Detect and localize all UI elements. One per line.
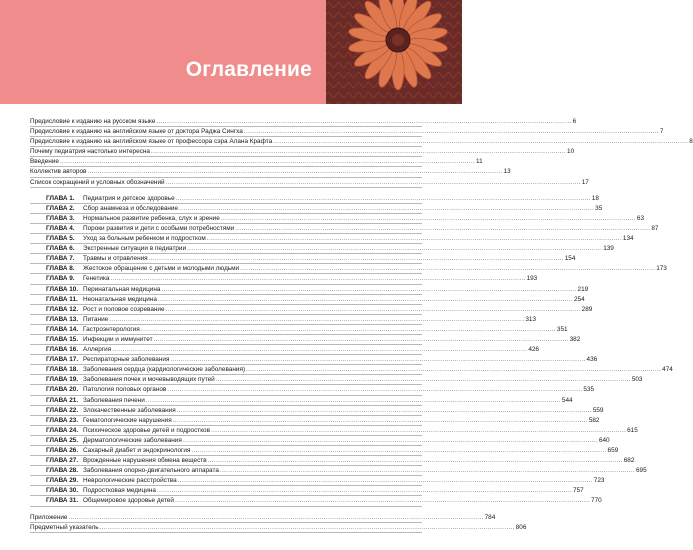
chapter-number: ГЛАВА 13. — [46, 315, 79, 323]
page-number: 474 — [662, 366, 673, 374]
chapter-title: Заболевания почек и мочевыводящих путей — [83, 376, 215, 384]
flower-illustration — [326, 0, 462, 104]
leader-dots: ........................................................................................................................................................................................................ — [220, 214, 636, 222]
chapter-number: ГЛАВА 12. — [46, 305, 79, 313]
front-matter-list — [30, 117, 693, 188]
chapter-row[interactable] — [30, 486, 584, 496]
chapter-number: ГЛАВА 27. — [46, 457, 79, 465]
chapter-heading — [46, 204, 178, 213]
page-number: 544 — [561, 396, 573, 404]
chapter-heading — [46, 456, 207, 465]
page-number: 382 — [569, 335, 581, 343]
leader-dots: ........................................................................................................................................................................................................ — [161, 285, 577, 293]
chapter-title: Жестокое обращение с детьми и молодыми людьми — [83, 265, 240, 273]
chapter-number: ГЛАВА 16. — [46, 346, 79, 354]
page-number: 87 — [651, 224, 659, 232]
chapter-title: Дерматологические заболевания — [83, 436, 182, 444]
chapter-heading — [46, 264, 239, 273]
page-number: 351 — [556, 325, 568, 333]
leader-dots: ........................................................................................................................................................................................................ — [177, 477, 593, 485]
leader-dots: ........................................................................................................................................................................................................ — [99, 523, 515, 531]
chapter-title: Психическое здоровье детей и подростков — [83, 426, 211, 434]
chapter-row[interactable] — [30, 496, 602, 506]
leader-dots: ........................................................................................................................................................................................................ — [109, 315, 525, 323]
chapter-heading — [46, 234, 206, 243]
chapter-heading — [46, 385, 166, 394]
toc-entry-title: Приложение — [30, 513, 68, 521]
chapter-title: Гематологические нарушения — [83, 416, 172, 424]
page-number: 7 — [659, 128, 664, 136]
chapter-row[interactable] — [30, 476, 605, 486]
leader-dots: ........................................................................................................................................................................................................ — [219, 467, 635, 475]
chapter-heading — [46, 315, 108, 324]
leader-dots: ........................................................................................................................................................................................................ — [153, 335, 569, 343]
sunflower-art — [326, 0, 462, 104]
page-number: 757 — [573, 487, 584, 495]
page-number: 139 — [603, 245, 614, 253]
page-number: 313 — [525, 315, 537, 323]
page-number: 784 — [484, 513, 496, 521]
chapter-heading — [46, 345, 111, 354]
chapter-title: Инфекции и иммунитет — [83, 335, 153, 343]
chapter-title: Экстренные ситуации в педиатрии — [83, 245, 187, 253]
leader-dots: ........................................................................................................................................................................................................ — [246, 366, 662, 374]
leader-dots: ........................................................................................................................................................................................................ — [68, 513, 484, 521]
chapter-number: ГЛАВА 6. — [46, 245, 75, 253]
leader-dots: ........................................................................................................................................................................................................ — [150, 148, 567, 156]
chapter-row[interactable] — [30, 426, 638, 436]
page-number: 11 — [476, 158, 483, 166]
chapter-title: Генетика — [83, 275, 110, 283]
chapter-row[interactable] — [30, 244, 614, 254]
chapter-title: Респираторные заболевания — [83, 356, 170, 364]
chapter-row[interactable] — [30, 456, 635, 466]
toc-row[interactable] — [30, 157, 483, 167]
leader-dots: ........................................................................................................................................................................................................ — [112, 346, 528, 354]
page-number: 173 — [656, 265, 667, 273]
chapter-row[interactable] — [30, 466, 647, 476]
chapter-title: Сбор анамнеза и обследование — [83, 204, 179, 212]
page-number: 219 — [577, 285, 589, 293]
chapter-title: Заболевания сердца (кардиологические заболевания) — [83, 366, 246, 374]
chapter-row[interactable] — [30, 345, 539, 355]
chapter-heading — [46, 476, 177, 485]
leader-dots: ........................................................................................................................................................................................................ — [167, 386, 583, 394]
chapter-number: ГЛАВА 22. — [46, 406, 79, 414]
leader-dots: ........................................................................................................................................................................................................ — [191, 447, 607, 454]
chapter-heading — [46, 355, 169, 364]
chapter-row[interactable] — [30, 234, 634, 244]
leader-dots: ........................................................................................................................................................................................................ — [156, 118, 572, 125]
chapter-number: ГЛАВА 24. — [46, 426, 79, 434]
leader-dots: ........................................................................................................................................................................................................ — [87, 168, 503, 176]
leader-dots: ........................................................................................................................................................................................................ — [206, 235, 622, 243]
chapter-title: Травмы и отравления — [83, 255, 148, 263]
leader-dots: ........................................................................................................................................................................................................ — [207, 457, 623, 465]
toc-entry-title: Предисловие к изданию на английском языке от профессора сэра Алана Крафта — [30, 138, 273, 146]
chapter-title: Педиатрия и детское здоровье — [83, 194, 175, 202]
leader-dots: ........................................................................................................................................................................................................ — [156, 487, 573, 495]
toc-entry-title: Коллектив авторов — [30, 168, 87, 176]
chapter-row[interactable] — [30, 406, 604, 416]
toc-row[interactable] — [30, 147, 575, 157]
chapter-number: ГЛАВА 14. — [46, 325, 79, 333]
chapter-row[interactable] — [30, 264, 667, 274]
chapter-heading — [46, 446, 190, 455]
page-number: 193 — [526, 275, 538, 283]
leader-dots: ........................................................................................................................................................................................................ — [240, 265, 656, 273]
chapter-list — [30, 194, 673, 507]
chapter-number: ГЛАВА 25. — [46, 436, 79, 444]
page-number: 17 — [581, 178, 589, 186]
chapter-title: Питание — [83, 315, 109, 323]
chapter-number: ГЛАВА 1. — [46, 194, 75, 202]
page-number: 134 — [622, 235, 634, 243]
chapter-heading — [46, 305, 165, 314]
chapter-heading — [46, 244, 186, 253]
toc-entry-title: Предисловие к изданию на английском языке от доктора Раджа Сингха — [30, 128, 243, 136]
chapter-heading — [46, 224, 234, 233]
chapter-title: Неонатальная медицина — [83, 295, 157, 303]
chapter-number: ГЛАВА 11. — [46, 295, 78, 303]
page-number: 582 — [588, 416, 600, 424]
leader-dots: ........................................................................................................................................................................................................ — [243, 128, 659, 136]
chapter-title: Заболевания печени — [83, 396, 145, 404]
chapter-heading — [46, 375, 215, 384]
leader-dots: ........................................................................................................................................................................................................ — [165, 178, 581, 186]
page-number: 254 — [573, 295, 585, 303]
toc-entry-title: Список сокращений и условных обозначений — [30, 178, 165, 186]
leader-dots: ........................................................................................................................................................................................................ — [235, 224, 651, 232]
toc-row[interactable] — [30, 137, 693, 147]
page-number: 640 — [598, 436, 610, 444]
page-number: 436 — [586, 356, 598, 364]
chapter-row[interactable] — [30, 194, 599, 204]
toc-row[interactable] — [30, 513, 496, 523]
toc-row[interactable] — [30, 117, 577, 127]
chapter-heading — [46, 285, 160, 294]
chapter-row[interactable] — [30, 254, 576, 264]
chapter-heading — [46, 254, 148, 263]
page-number: 289 — [581, 305, 593, 313]
chapter-number: ГЛАВА 15. — [46, 335, 79, 343]
page-number: 659 — [607, 447, 619, 454]
chapter-number: ГЛАВА 9. — [46, 275, 75, 283]
chapter-title: Уход за больным ребенком и подростком — [83, 235, 206, 243]
page-number: 6 — [572, 118, 577, 125]
chapter-title: Перинатальная медицина — [83, 285, 161, 293]
chapter-heading — [46, 486, 156, 495]
leader-dots: ........................................................................................................................................................................................................ — [211, 426, 627, 434]
leader-dots: ........................................................................................................................................................................................................ — [59, 158, 476, 166]
toc-entry-title: Предисловие к изданию на русском языке — [30, 118, 156, 125]
chapter-row[interactable] — [30, 285, 589, 295]
chapter-number: ГЛАВА 23. — [46, 416, 79, 424]
page-number: 35 — [595, 204, 603, 212]
chapter-number: ГЛАВА 10. — [46, 285, 79, 293]
leader-dots: ........................................................................................................................................................................................................ — [170, 356, 586, 364]
chapter-row[interactable] — [30, 315, 537, 325]
chapter-number: ГЛАВА 28. — [46, 467, 79, 475]
leader-dots: ........................................................................................................................................................................................................ — [110, 275, 526, 283]
leader-dots: ........................................................................................................................................................................................................ — [174, 497, 591, 505]
chapter-number: ГЛАВА 4. — [46, 224, 75, 232]
leader-dots: ........................................................................................................................................................................................................ — [187, 245, 603, 253]
chapter-row[interactable] — [30, 355, 598, 365]
leader-dots: ........................................................................................................................................................................................................ — [215, 376, 631, 384]
chapter-row[interactable] — [30, 295, 585, 305]
chapter-title: Рост и половое созревание — [83, 305, 165, 313]
page-number: 695 — [636, 467, 647, 475]
chapter-heading — [46, 335, 153, 344]
leader-dots: ........................................................................................................................................................................................................ — [157, 295, 573, 303]
chapter-row[interactable] — [30, 375, 643, 385]
page-number: 535 — [583, 386, 595, 394]
header-banner — [0, 0, 462, 104]
toc-entry-title: Почему педиатрия настолько интересна — [30, 148, 150, 156]
chapter-heading — [46, 274, 109, 283]
chapter-title: Гастроэнтерология — [83, 325, 140, 333]
leader-dots: ........................................................................................................................................................................................................ — [140, 325, 556, 333]
page-number: 426 — [528, 346, 539, 354]
page-number: 18 — [591, 194, 599, 202]
page-title: Оглавление — [185, 58, 312, 81]
chapter-heading — [46, 295, 157, 304]
chapter-title: Нормальное развитие ребенка, слух и зрение — [83, 214, 220, 222]
chapter-number: ГЛАВА 8. — [46, 265, 75, 273]
back-matter-list — [30, 513, 527, 533]
chapter-row[interactable] — [30, 416, 600, 426]
toc-row[interactable] — [30, 178, 589, 188]
page-number: 559 — [592, 406, 604, 414]
leader-dots: ........................................................................................................................................................................................................ — [182, 436, 598, 444]
chapter-heading — [46, 436, 182, 445]
chapter-heading — [46, 214, 220, 223]
toc-row[interactable] — [30, 127, 664, 137]
page-number: 10 — [567, 148, 575, 156]
chapter-row[interactable] — [30, 204, 603, 214]
chapter-title: Патология половых органов — [83, 386, 167, 394]
chapter-title: Аллергия — [83, 346, 112, 354]
chapter-number: ГЛАВА 19. — [46, 376, 79, 384]
chapter-row[interactable] — [30, 214, 644, 224]
page-number: 770 — [591, 497, 602, 505]
chapter-title: Пороки развития и дети с особыми потребностями — [83, 224, 235, 232]
page-number: 615 — [627, 426, 638, 434]
chapter-heading — [46, 194, 175, 203]
chapter-number: ГЛАВА 17. — [46, 356, 79, 364]
leader-dots: ........................................................................................................................................................................................................ — [175, 194, 591, 202]
toc-row[interactable] — [30, 167, 511, 177]
leader-dots: ........................................................................................................................................................................................................ — [145, 396, 561, 404]
toc-entry-title: Предметный указатель — [30, 523, 99, 531]
chapter-number: ГЛАВА 21. — [46, 396, 79, 404]
leader-dots: ........................................................................................................................................................................................................ — [148, 255, 564, 263]
chapter-title: Злокачественные заболевания — [83, 406, 176, 414]
toc-entry-title: Введение — [30, 158, 59, 166]
chapter-heading — [46, 416, 172, 425]
chapter-row[interactable] — [30, 325, 568, 335]
chapter-row[interactable] — [30, 335, 581, 345]
chapter-heading — [46, 365, 245, 374]
chapter-title: Врожденные нарушения обмена веществ — [83, 457, 207, 465]
chapter-row[interactable] — [30, 224, 659, 234]
chapter-title: Подростковая медицина — [83, 487, 156, 495]
chapter-number: ГЛАВА 29. — [46, 477, 79, 485]
chapter-row[interactable] — [30, 385, 595, 395]
leader-dots: ........................................................................................................................................................................................................ — [165, 305, 581, 313]
leader-dots: ........................................................................................................................................................................................................ — [179, 204, 595, 212]
page-number: 8 — [689, 138, 693, 146]
page-number: 503 — [631, 376, 643, 384]
page-number: 806 — [515, 523, 527, 531]
table-of-contents — [30, 117, 693, 533]
chapter-heading — [46, 396, 145, 405]
chapter-row[interactable] — [30, 436, 610, 446]
chapter-number: ГЛАВА 26. — [46, 447, 79, 454]
chapter-title: Сахарный диабет и эндокринология — [83, 447, 191, 454]
chapter-number: ГЛАВА 30. — [46, 487, 79, 495]
chapter-row[interactable] — [30, 365, 673, 375]
toc-row[interactable] — [30, 523, 527, 533]
chapter-title: Неврологические расстройства — [83, 477, 177, 485]
chapter-number: ГЛАВА 7. — [46, 255, 75, 263]
chapter-heading — [46, 325, 140, 334]
leader-dots: ........................................................................................................................................................................................................ — [176, 406, 592, 414]
leader-dots: ........................................................................................................................................................................................................ — [273, 138, 689, 146]
chapter-title: Заболевания опорно-двигательного аппарата — [83, 467, 219, 475]
chapter-row[interactable] — [30, 274, 538, 284]
chapter-row[interactable] — [30, 305, 593, 315]
chapter-title: Общемировое здоровье детей — [83, 497, 174, 505]
chapter-row[interactable] — [30, 446, 619, 456]
chapter-number: ГЛАВА 20. — [46, 386, 79, 394]
page-number: 723 — [593, 477, 605, 485]
chapter-row[interactable] — [30, 396, 573, 406]
chapter-number: ГЛАВА 5. — [46, 235, 75, 243]
chapter-heading — [46, 426, 210, 435]
chapter-number: ГЛАВА 3. — [46, 214, 75, 222]
chapter-heading — [46, 406, 176, 415]
page-number: 682 — [623, 457, 635, 465]
leader-dots: ........................................................................................................................................................................................................ — [172, 416, 588, 424]
chapter-number: ГЛАВА 31. — [46, 497, 79, 505]
chapter-number: ГЛАВА 2. — [46, 204, 75, 212]
chapter-heading — [46, 496, 174, 505]
page-number: 13 — [503, 168, 511, 176]
chapter-number: ГЛАВА 18. — [46, 366, 79, 374]
chapter-heading — [46, 466, 219, 475]
page-number: 154 — [564, 255, 576, 263]
page-number: 63 — [636, 214, 644, 222]
